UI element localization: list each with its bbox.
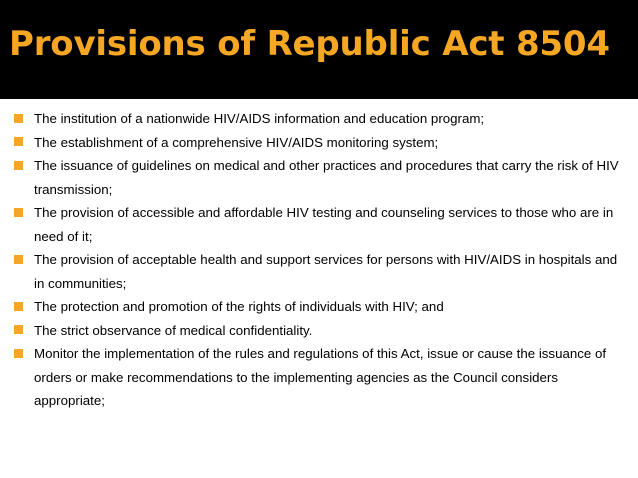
square-bullet-icon — [14, 137, 23, 146]
bullet-text: The establishment of a comprehensive HIV/AIDS monitoring system; — [34, 134, 439, 150]
bullet-item — [14, 319, 630, 343]
square-bullet-icon — [14, 161, 23, 170]
bullet-item — [14, 248, 630, 295]
square-bullet-icon — [14, 255, 23, 264]
bullet-item — [14, 342, 630, 413]
bullet-text: The strict observance of medical confidentiality. — [34, 322, 313, 338]
square-bullet-icon — [14, 208, 23, 217]
bullet-text: The provision of acceptable health and support services for persons with HIV/AIDS in hospitals and in communities; — [34, 252, 618, 291]
bullet-text: The institution of a nationwide HIV/AIDS information and education program; — [34, 111, 485, 126]
bullet-text: The provision of accessible and affordable HIV testing and counseling services to those who are in need of it; — [34, 205, 614, 244]
bullet-item — [14, 107, 630, 131]
bullet-item — [14, 295, 630, 319]
title-bar — [0, 0, 638, 99]
square-bullet-icon — [14, 349, 23, 358]
square-bullet-icon — [14, 325, 23, 334]
slide-title: Provisions of Republic Act 8504 — [9, 24, 610, 64]
bullet-text: The protection and promotion of the rights of individuals with HIV; and — [34, 299, 444, 314]
bullet-item — [14, 201, 630, 248]
bullet-text: The issuance of guidelines on medical and other practices and procedures that carry the risk of HIV transmission; — [34, 158, 619, 197]
square-bullet-icon — [14, 114, 23, 123]
square-bullet-icon — [14, 302, 23, 311]
bullet-list — [14, 107, 630, 413]
bullet-item — [14, 154, 630, 201]
bullet-item — [14, 131, 630, 155]
bullet-text: Monitor the implementation of the rules and regulations of this Act, issue or cause the issuance of orders or make recommendations to the implementing agencies as the Council considers appropriate; — [34, 346, 607, 408]
